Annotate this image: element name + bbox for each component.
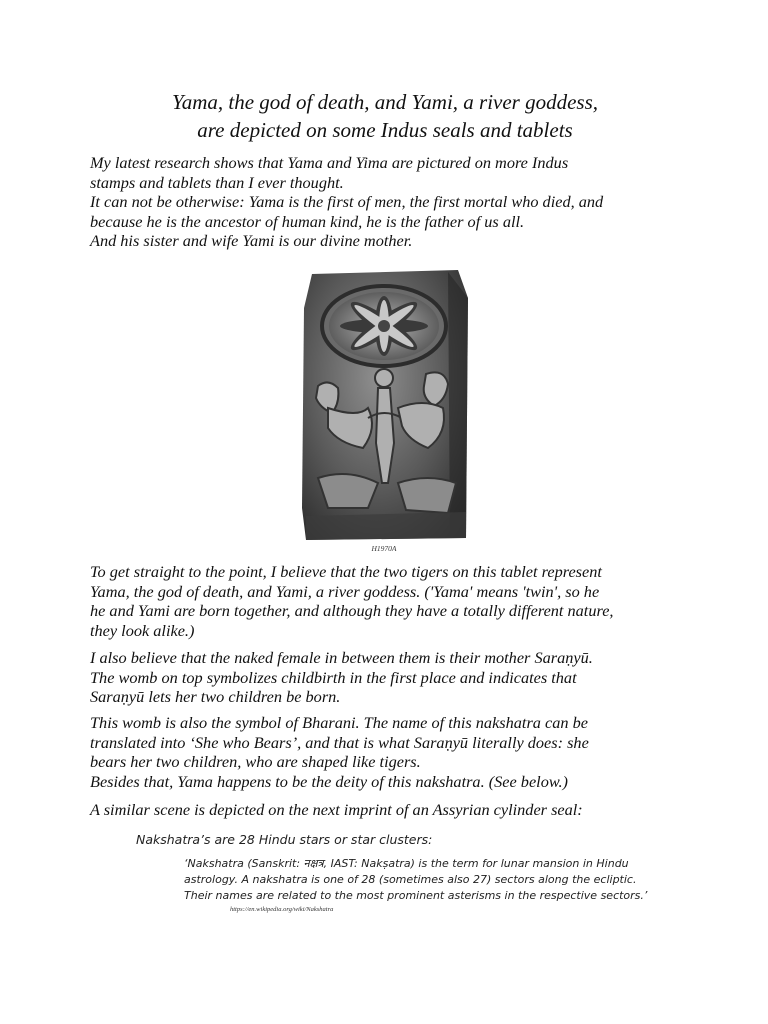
source-link[interactable]: https://en.wikipedia.org/wiki/Nakshatra (230, 906, 334, 913)
paragraph-tigers (90, 562, 685, 640)
quote-line: astrology. A nakshatra is one of 28 (sometimes also 27) sectors along the ecliptic. (184, 873, 637, 886)
text-line: This womb is also the symbol of Bharani. The name of this nakshatra can be (90, 713, 588, 732)
text-line: The womb on top symbolizes childbirth in the first place and indicates that (90, 667, 577, 687)
paragraph-saranyu (90, 648, 685, 707)
text-line: To get straight to the point, I believe that the two tigers on this tablet represent (90, 562, 602, 581)
quote-line: Their names are related to the most prominent asterisms in the respective sectors.’ (184, 889, 648, 902)
text-line: A similar scene is depicted on the next imprint of an Assyrian cylinder seal: (90, 800, 583, 819)
nakshatra-quote (184, 856, 684, 904)
text-line: It can not be otherwise: Yama is the first of men, the first mortal who died, and (90, 192, 604, 212)
nakshatra-note-heading: Nakshatra’s are 28 Hindu stars or star clusters: (136, 832, 433, 847)
text-line: Besides that, Yama happens to be the deity of this nakshatra. (See below.) (90, 771, 568, 791)
figure-caption: H1970A (371, 544, 397, 553)
quote-line: ‘Nakshatra (Sanskrit: नक्षत्र, IAST: Nakṣatra) is the term for lunar mansion in Hindu (184, 857, 629, 870)
text-line: because he is the ancestor of human kind, he is the father of us all. (90, 211, 525, 231)
text-line: Saraṇyū lets her two children be born. (90, 687, 341, 707)
paragraph-assyrian-seal (90, 800, 685, 820)
page-title (90, 88, 680, 144)
text-line: they look alike.) (90, 620, 195, 640)
text-line: translated into ‘She who Bears’, and that is what Saraṇyū literally does: she (90, 732, 589, 752)
title-line-2: are depicted on some Indus seals and tablets (197, 118, 573, 142)
tablet-illustration (298, 268, 470, 542)
paragraph-bharani (90, 713, 685, 791)
title-line-1: Yama, the god of death, and Yami, a river goddess, (171, 90, 599, 114)
tablet-bottom-band (306, 512, 466, 540)
text-line: stamps and tablets than I ever thought. (90, 172, 344, 192)
text-line: bears her two children, who are shaped like tigers. (90, 752, 421, 772)
text-line: he and Yami are born together, and although they have a totally different nature, (90, 601, 614, 621)
womb-symbol (322, 286, 446, 366)
text-line: And his sister and wife Yami is our divine mother. (90, 231, 413, 251)
intro-paragraph (90, 153, 685, 251)
indus-tablet-image (298, 268, 470, 542)
text-line: I also believe that the naked female in between them is their mother Saraṇyū. (90, 648, 593, 667)
text-line: My latest research shows that Yama and Yima are pictured on more Indus (90, 153, 569, 172)
text-line: Yama, the god of death, and Yami, a river goddess. ('Yama' means 'twin', so he (90, 581, 600, 601)
